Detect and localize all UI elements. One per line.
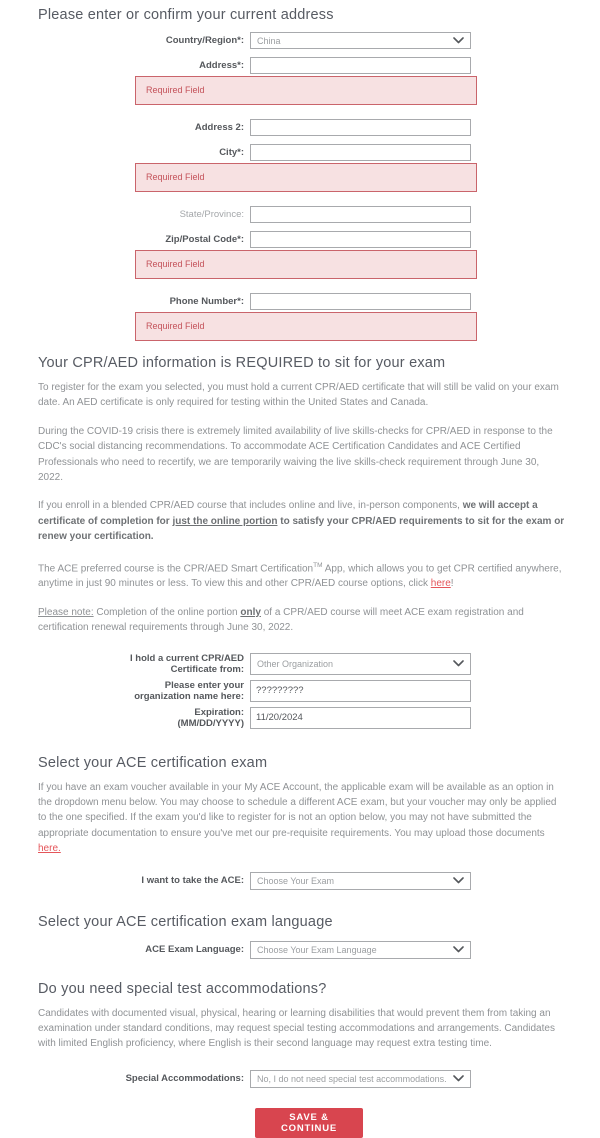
org-name-label: Please enter your organization name here:	[134, 679, 244, 702]
expiration-row	[38, 707, 566, 729]
cpr-paragraph-1: To register for the exam you selected, you must hold a current CPR/AED certificate that will still be valid on your exam date. An AED certificate is only required for testing within the United States and Canada.	[38, 382, 559, 409]
exam-section-heading: Select your ACE certification exam	[38, 754, 268, 771]
chevron-down-icon	[453, 1075, 464, 1082]
address-section-heading: Please enter or confirm your current address	[38, 7, 334, 23]
cpr-paragraph-2: During the COVID-19 crisis there is extremely limited availability of live skills-checks for CPR/AED in response to the CDC's social distancing recommendations. To accommodate ACE Certification Candidates and ACE Certified Professionals who need to recertify, we are temporarily waiving the live skills-check requirement through June 30, 2022.	[38, 425, 553, 484]
cpr-course-options-link[interactable]: here	[430, 578, 451, 590]
expiration-label: Expiration: (MM/DD/YYYY)	[177, 706, 244, 729]
exam-select[interactable]	[250, 872, 471, 890]
cert-from-label: I hold a current CPR/AED Certificate from:	[129, 652, 244, 675]
chevron-down-icon	[453, 660, 464, 667]
language-section	[38, 914, 566, 959]
address1-input[interactable]	[250, 57, 471, 74]
address1-row	[38, 57, 566, 74]
accommodations-section	[38, 981, 566, 1138]
cert-from-row	[38, 653, 566, 675]
cpr-section	[38, 355, 566, 729]
phone-row	[38, 293, 566, 310]
phone-input[interactable]	[250, 293, 471, 310]
cpr-paragraph-5: Please note: Completion of the online portion only of a CPR/AED course will meet ACE exam registration and certification renewal requirements through June 30, 2022.	[38, 606, 524, 634]
state-row	[38, 206, 566, 223]
address-section	[38, 7, 566, 341]
state-input[interactable]	[250, 206, 471, 223]
cpr-paragraph-4: The ACE preferred course is the CPR/AED Smart Certification™ App, which allows you to get CPR certified anywhere, anytime in just 90 minutes or less. To view this and other CPR/AED course options, click here!	[38, 561, 562, 590]
city-required-error: Required Field	[135, 163, 477, 192]
accommodations-select[interactable]	[250, 1070, 471, 1088]
city-row	[38, 144, 566, 161]
save-continue-button[interactable]: SAVE & CONTINUE	[255, 1108, 363, 1138]
exam-select-label: I want to take the ACE:	[141, 875, 244, 887]
phone-label: Phone Number*:	[169, 296, 244, 307]
exam-select-value: Choose Your Exam	[257, 875, 335, 886]
zip-required-error: Required Field	[135, 250, 477, 279]
country-select-value: China	[257, 35, 281, 46]
language-select[interactable]	[250, 941, 471, 959]
accommodations-select-value: No, I do not need special test accommodations.	[257, 1073, 447, 1084]
country-select[interactable]	[250, 32, 471, 49]
expiration-input[interactable]	[250, 707, 471, 729]
zip-input[interactable]	[250, 231, 471, 248]
exam-paragraph: If you have an exam voucher available in your My ACE Account, the applicable exam will be available as an option in the dropdown menu below. You may choose to schedule a different ACE exam, but your voucher may only be applied to the one specified. If the exam you'd like to register for is not an option below, you may not have submitted the appropriate documentation to ensure you've met our pre-requisite requirements. You may upload those documents here.	[38, 781, 557, 855]
accommodations-section-heading: Do you need special test accommodations?	[38, 980, 327, 997]
cert-from-select[interactable]	[250, 653, 471, 675]
cert-from-select-value: Other Organization	[257, 658, 334, 669]
trademark-symbol: TM	[313, 561, 323, 569]
zip-row	[38, 231, 566, 248]
exam-select-row	[38, 872, 566, 890]
language-select-row	[38, 941, 566, 959]
cpr-paragraph-3: If you enroll in a blended CPR/AED course that includes online and live, in-person components, we will accept a certificate of completion for just the online portion to satisfy your CPR/AED requirements to sit for the exam or renew your certification.	[38, 500, 565, 543]
language-section-heading: Select your ACE certification exam language	[38, 913, 333, 930]
org-name-row	[38, 680, 566, 702]
chevron-down-icon	[453, 37, 464, 44]
address2-row	[38, 119, 566, 136]
accommodations-select-label: Special Accommodations:	[125, 1073, 244, 1085]
address1-required-error: Required Field	[135, 76, 477, 105]
phone-required-error: Required Field	[135, 312, 477, 341]
chevron-down-icon	[453, 946, 464, 953]
address1-label: Address*:	[199, 60, 244, 71]
zip-label: Zip/Postal Code*:	[165, 234, 244, 245]
address2-input[interactable]	[250, 119, 471, 136]
org-name-input[interactable]	[250, 680, 471, 702]
city-input[interactable]	[250, 144, 471, 161]
chevron-down-icon	[453, 877, 464, 884]
language-select-label: ACE Exam Language:	[145, 944, 244, 956]
city-label: City*:	[219, 147, 244, 158]
accommodations-select-row	[38, 1070, 566, 1088]
country-row	[38, 32, 566, 49]
address2-label: Address 2:	[194, 122, 244, 133]
accommodations-paragraph: Candidates with documented visual, physical, hearing or learning disabilities that would prevent them from taking an examination under standard conditions, may request special testing accommodations and arrangements. Candidates with limited English proficiency, where English is their second language may request extra testing time.	[38, 1007, 555, 1050]
language-select-value: Choose Your Exam Language	[257, 944, 377, 955]
upload-documents-link[interactable]: here.	[38, 843, 61, 855]
country-label: Country/Region*:	[165, 35, 244, 46]
state-label: State/Province:	[179, 209, 244, 220]
cpr-section-heading: Your CPR/AED information is REQUIRED to sit for your exam	[38, 355, 446, 371]
exam-section	[38, 755, 566, 890]
